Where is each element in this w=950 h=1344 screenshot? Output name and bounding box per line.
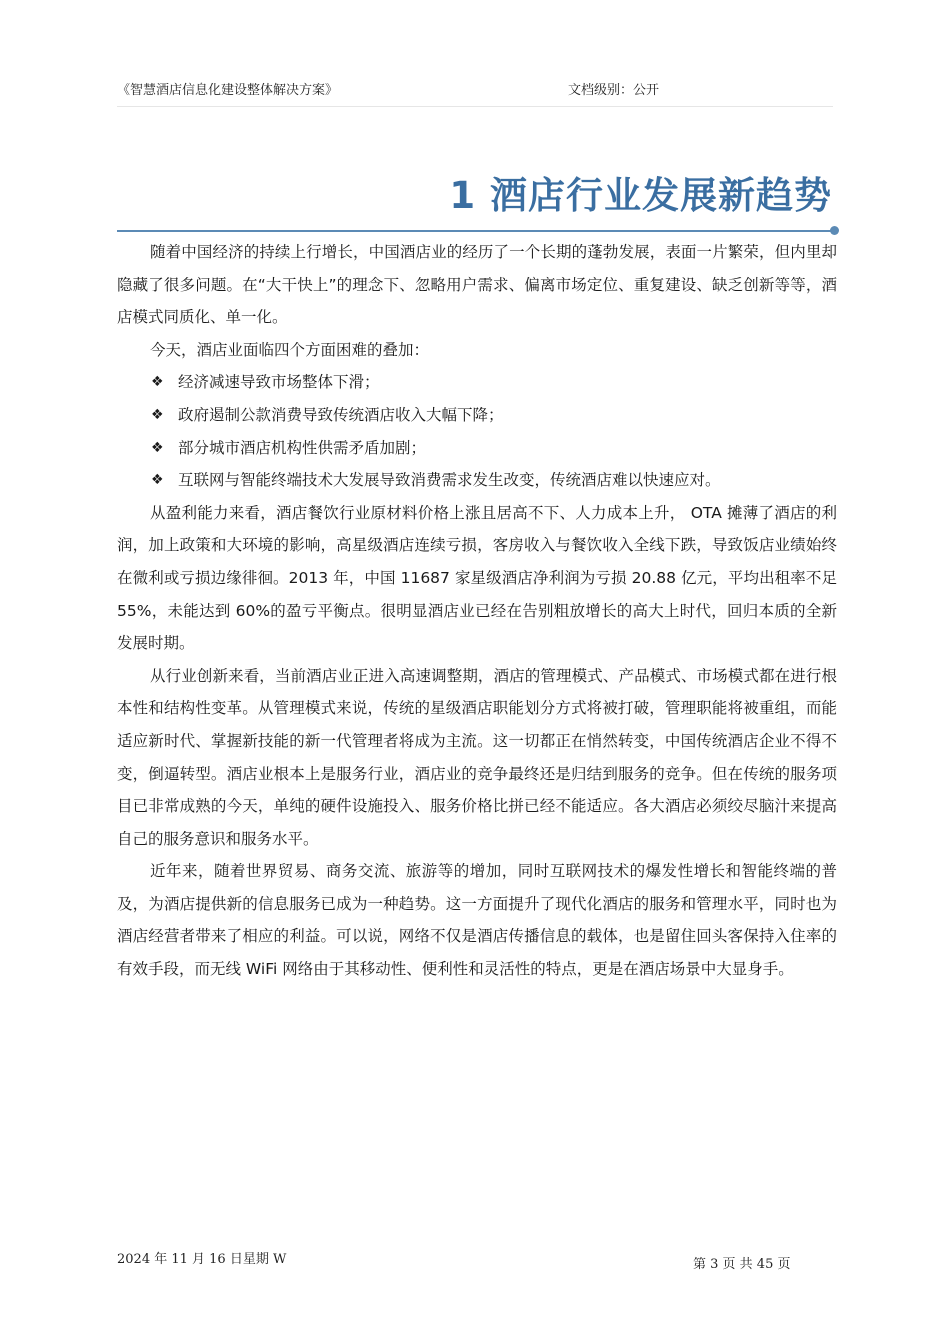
header-classification: 文档级别：公开: [568, 83, 660, 98]
paragraph: 从行业创新来看，当前酒店业正进入高速调整期，酒店的管理模式、产品模式、市场模式都在进行根本性和结构性变革。从管理模式来说，传统的星级酒店职能划分方式将被打破，管理职能将被重组，而能适应新时代、掌握新技能的新一代管理者将成为主流。这一切都正在悄然转变，中国传统酒店企业不得不变，倒逼转型。酒店业根本上是服务行业，酒店业的竞争最终还是归结到服务的竞争。但在传统的服务项目已非常成熟的今天，单纯的硬件设施投入、服务价格比拼已经不能适应。各大酒店必须绞尽脑汁来提高自己的服务意识和服务水平。: [117, 666, 837, 848]
header-divider: [117, 106, 833, 107]
list-item-text: 经济减速导致市场整体下滑；: [178, 373, 380, 392]
title-underline: [117, 230, 831, 232]
footer-page-number: 第 3 页 共 45 页: [693, 1257, 791, 1272]
list-item-text: 部分城市酒店机构性供需矛盾加剧；: [178, 438, 427, 457]
list-item: [117, 464, 837, 497]
diamond-bullet-icon: ❖: [151, 439, 164, 456]
list-item-text: 政府遏制公款消费导致传统酒店收入大幅下降；: [178, 405, 504, 424]
title-underline-dot: [830, 226, 839, 235]
paragraph: 近年来，随着世界贸易、商务交流、旅游等的增加，同时互联网技术的爆发性增长和智能终端的普及，为酒店提供新的信息服务已成为一种趋势。这一方面提升了现代化酒店的服务和管理水平，同时也为酒店经营者带来了相应的利益。可以说，网络不仅是酒店传播信息的载体，也是留住回头客保持入住率的有效手段，而无线 WiFi 网络由于其移动性、便利性和灵活性的特点，更是在酒店场景中大显身手。: [117, 862, 837, 979]
section-title: 1 酒店行业发展新趋势: [449, 174, 832, 217]
paragraph: 随着中国经济的持续上行增长，中国酒店业的经历了一个长期的蓬勃发展，表面一片繁荣，但内里却隐藏了很多问题。在“大干快上”的理念下、忽略用户需求、偏离市场定位、重复建设、缺乏创新等等，酒店模式同质化、单一化。: [117, 243, 837, 327]
paragraph: 今天，酒店业面临四个方面困难的叠加：: [150, 340, 430, 359]
paragraph: 从盈利能力来看，酒店餐饮行业原材料价格上涨且居高不下、人力成本上升， OTA 摊薄了酒店的利润，加上政策和大环境的影响，高星级酒店连续亏损，客房收入与餐饮收入全线下跌，导致饭店业绩始终在微利或亏损边缘徘徊。2013 年，中国 11687 家星级酒店净利润为亏损 20.88 亿元，平均出租率不足 55%，未能达到 60%的盈亏平衡点。很明显酒店业已经在告别粗放增长的高大上时代，回归本质的全新发展时期。: [117, 503, 837, 653]
list-item-text: 互联网与智能终端技术大发展导致消费需求发生改变，传统酒店难以快速应对。: [178, 471, 721, 490]
document-body: [117, 236, 837, 986]
footer-date: 2024 年 11 月 16 日星期 W: [117, 1252, 287, 1267]
header-document-title: 《智慧酒店信息化建设整体解决方案》: [117, 83, 339, 98]
list-item: [117, 432, 837, 465]
diamond-bullet-icon: ❖: [151, 374, 164, 391]
diamond-bullet-icon: ❖: [151, 472, 164, 489]
list-item: [117, 399, 837, 432]
list-item: [117, 366, 837, 399]
diamond-bullet-icon: ❖: [151, 406, 164, 423]
